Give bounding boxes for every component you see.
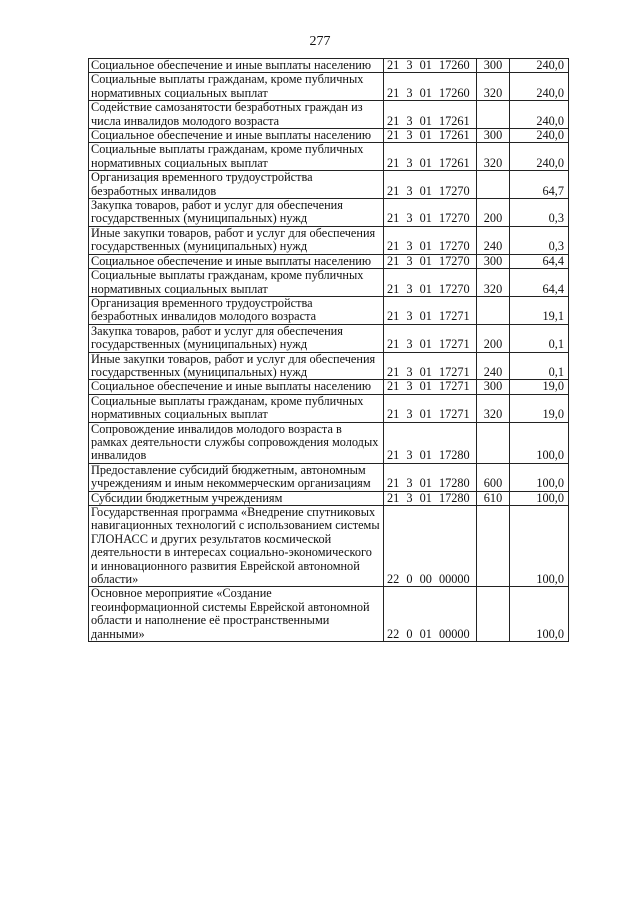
row-amount-cell: 19,0 [510, 394, 569, 422]
table-row [89, 324, 569, 352]
row-amount-cell: 64,4 [510, 254, 569, 268]
row-code-cell: 22 0 01 00000 [384, 587, 477, 642]
page-number: 277 [309, 34, 331, 49]
row-name-cell: Социальные выплаты гражданам, кроме публичных нормативных социальных выплат [89, 143, 384, 171]
row-amount-cell: 100,0 [510, 422, 569, 463]
row-name-cell: Иные закупки товаров, работ и услуг для обеспечения государственных (муниципальных) нужд [89, 352, 384, 380]
row-amount-cell: 240,0 [510, 101, 569, 129]
row-expense-type-cell [477, 101, 510, 129]
table-row [89, 380, 569, 394]
row-name-cell: Предоставление субсидий бюджетным, автономным учреждениям и иным некоммерческим организациям [89, 463, 384, 491]
row-name-cell: Социальное обеспечение и иные выплаты населению [89, 254, 384, 268]
row-name-cell: Организация временного трудоустройства безработных инвалидов [89, 171, 384, 199]
row-amount-cell: 240,0 [510, 59, 569, 73]
table-row [89, 199, 569, 227]
table-row [89, 73, 569, 101]
row-amount-cell: 240,0 [510, 129, 569, 143]
row-code-cell: 21 3 01 17261 [384, 143, 477, 171]
row-expense-type-cell: 600 [477, 463, 510, 491]
table-row [89, 422, 569, 463]
row-amount-cell: 19,0 [510, 380, 569, 394]
row-expense-type-cell: 320 [477, 143, 510, 171]
row-name-cell: Социальное обеспечение и иные выплаты населению [89, 59, 384, 73]
row-name-cell: Социальное обеспечение и иные выплаты населению [89, 129, 384, 143]
row-name-cell: Социальные выплаты гражданам, кроме публичных нормативных социальных выплат [89, 394, 384, 422]
table-row [89, 101, 569, 129]
row-code-cell: 21 3 01 17280 [384, 491, 477, 505]
row-code-cell: 21 3 01 17271 [384, 296, 477, 324]
row-amount-cell: 0,1 [510, 352, 569, 380]
table-row [89, 226, 569, 254]
row-amount-cell: 0,3 [510, 226, 569, 254]
row-amount-cell: 64,4 [510, 269, 569, 297]
row-name-cell: Сопровождение инвалидов молодого возраста в рамках деятельности службы сопровождения молодых инвалидов [89, 422, 384, 463]
table-row [89, 587, 569, 642]
row-code-cell: 21 3 01 17271 [384, 352, 477, 380]
budget-table-body [89, 59, 569, 642]
row-amount-cell: 100,0 [510, 463, 569, 491]
row-expense-type-cell: 200 [477, 199, 510, 227]
row-amount-cell: 100,0 [510, 491, 569, 505]
row-amount-cell: 100,0 [510, 506, 569, 587]
budget-table [88, 58, 569, 642]
row-code-cell: 22 0 00 00000 [384, 506, 477, 587]
table-row [89, 352, 569, 380]
row-name-cell: Субсидии бюджетным учреждениям [89, 491, 384, 505]
row-amount-cell: 240,0 [510, 143, 569, 171]
row-expense-type-cell: 320 [477, 73, 510, 101]
row-name-cell: Социальное обеспечение и иные выплаты населению [89, 380, 384, 394]
row-expense-type-cell [477, 422, 510, 463]
row-code-cell: 21 3 01 17260 [384, 73, 477, 101]
row-amount-cell: 100,0 [510, 587, 569, 642]
table-row [89, 394, 569, 422]
row-code-cell: 21 3 01 17271 [384, 324, 477, 352]
row-expense-type-cell: 300 [477, 59, 510, 73]
row-expense-type-cell: 200 [477, 324, 510, 352]
row-name-cell: Содействие самозанятости безработных граждан из числа инвалидов молодого возраста [89, 101, 384, 129]
table-row [89, 463, 569, 491]
row-expense-type-cell [477, 296, 510, 324]
row-name-cell: Организация временного трудоустройства безработных инвалидов молодого возраста [89, 296, 384, 324]
row-name-cell: Социальные выплаты гражданам, кроме публичных нормативных социальных выплат [89, 269, 384, 297]
row-code-cell: 21 3 01 17280 [384, 463, 477, 491]
row-name-cell: Закупка товаров, работ и услуг для обеспечения государственных (муниципальных) нужд [89, 199, 384, 227]
table-row [89, 143, 569, 171]
table-row [89, 171, 569, 199]
table-row [89, 129, 569, 143]
row-code-cell: 21 3 01 17271 [384, 394, 477, 422]
row-name-cell: Основное мероприятие «Создание геоинформационной системы Еврейской автономной области и наполнение её пространственными данными» [89, 587, 384, 642]
row-code-cell: 21 3 01 17270 [384, 199, 477, 227]
row-code-cell: 21 3 01 17270 [384, 254, 477, 268]
row-expense-type-cell: 240 [477, 352, 510, 380]
table-row [89, 491, 569, 505]
table-row [89, 254, 569, 268]
row-name-cell: Закупка товаров, работ и услуг для обеспечения государственных (муниципальных) нужд [89, 324, 384, 352]
row-expense-type-cell: 320 [477, 394, 510, 422]
row-code-cell: 21 3 01 17280 [384, 422, 477, 463]
row-expense-type-cell [477, 587, 510, 642]
row-expense-type-cell: 300 [477, 254, 510, 268]
row-amount-cell: 0,1 [510, 324, 569, 352]
row-expense-type-cell [477, 171, 510, 199]
row-code-cell: 21 3 01 17270 [384, 269, 477, 297]
row-code-cell: 21 3 01 17261 [384, 101, 477, 129]
row-expense-type-cell: 610 [477, 491, 510, 505]
row-amount-cell: 19,1 [510, 296, 569, 324]
row-name-cell: Государственная программа «Внедрение спутниковых навигационных технологий с использованием системы ГЛОНАСС и других результатов космической деятельности в интересах социально-экономического и инновационного развития Еврейской автономной области» [89, 506, 384, 587]
row-code-cell: 21 3 01 17261 [384, 129, 477, 143]
row-expense-type-cell [477, 506, 510, 587]
row-amount-cell: 240,0 [510, 73, 569, 101]
row-code-cell: 21 3 01 17271 [384, 380, 477, 394]
row-code-cell: 21 3 01 17270 [384, 171, 477, 199]
table-row [89, 296, 569, 324]
row-amount-cell: 0,3 [510, 199, 569, 227]
table-row [89, 269, 569, 297]
row-name-cell: Иные закупки товаров, работ и услуг для обеспечения государственных (муниципальных) нужд [89, 226, 384, 254]
row-expense-type-cell: 240 [477, 226, 510, 254]
row-expense-type-cell: 300 [477, 129, 510, 143]
row-expense-type-cell: 300 [477, 380, 510, 394]
row-amount-cell: 64,7 [510, 171, 569, 199]
row-code-cell: 21 3 01 17270 [384, 226, 477, 254]
table-row [89, 59, 569, 73]
table-row [89, 506, 569, 587]
row-code-cell: 21 3 01 17260 [384, 59, 477, 73]
row-expense-type-cell: 320 [477, 269, 510, 297]
row-name-cell: Социальные выплаты гражданам, кроме публичных нормативных социальных выплат [89, 73, 384, 101]
